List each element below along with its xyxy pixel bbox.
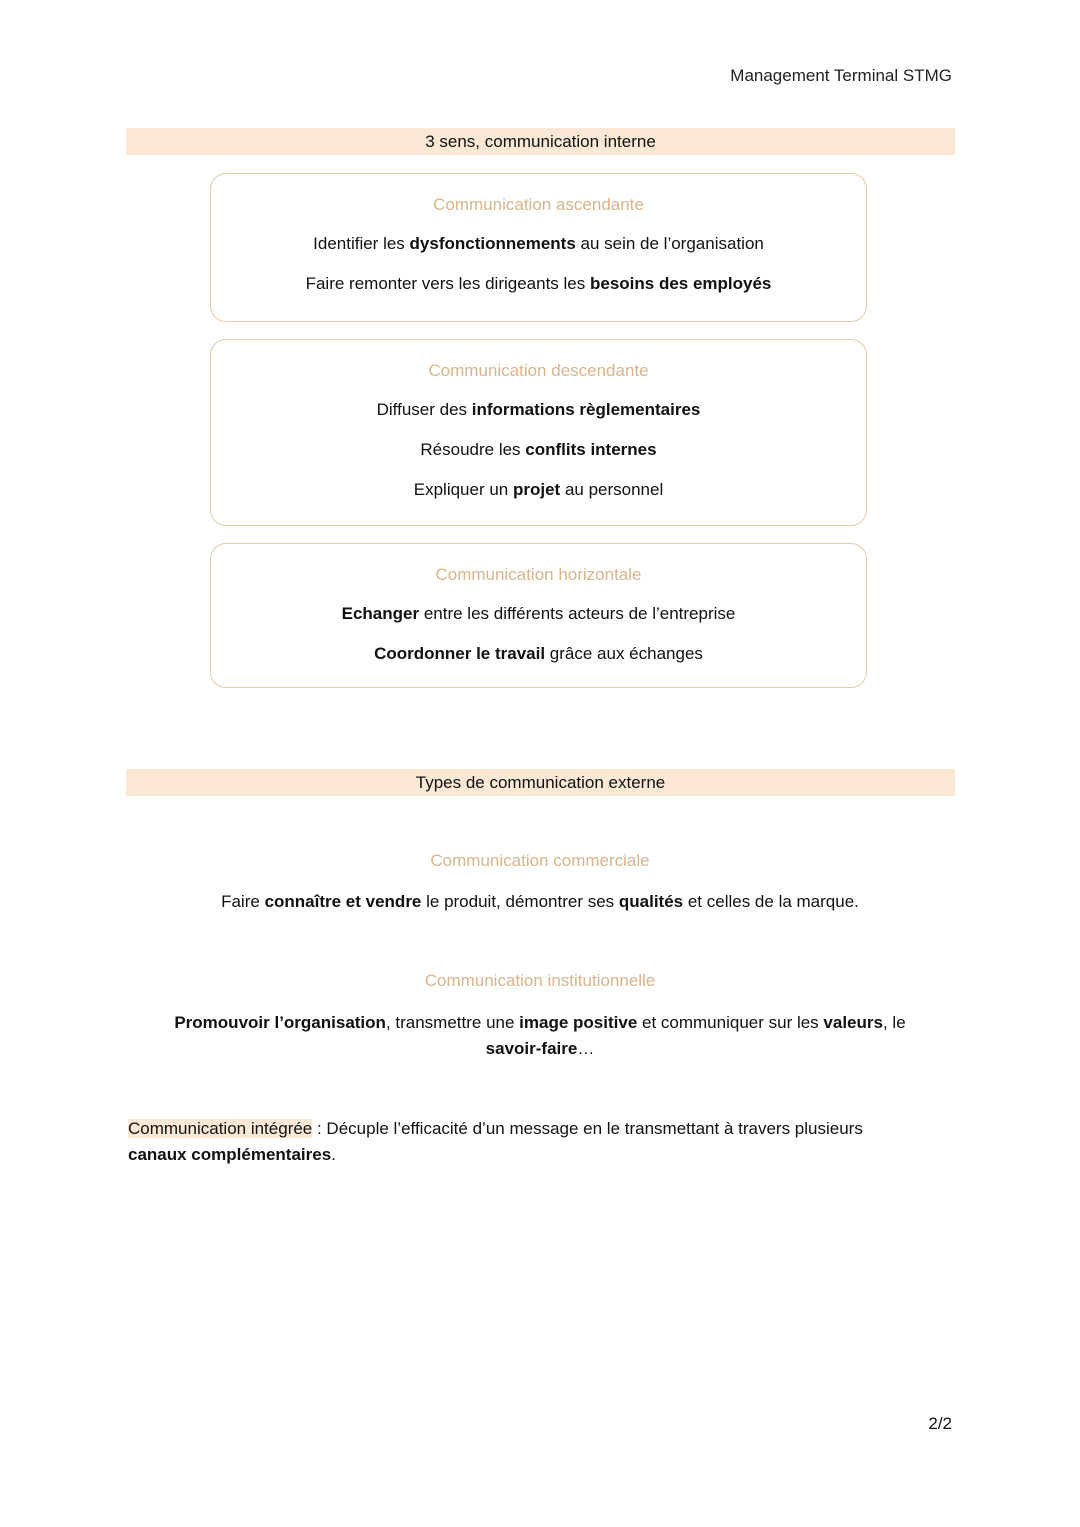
box-title: Communication descendante (428, 361, 649, 380)
box-title: Communication horizontale (435, 565, 642, 584)
integrated-definition: Communication intégrée : Décuple l’efficacité d’un message en le transmettant à travers plusieurs canaux complémentaires. (128, 1119, 863, 1164)
box-ascending (210, 173, 867, 322)
box-horizontal (210, 543, 867, 688)
commercial-title: Communication commerciale (430, 851, 650, 870)
box-line: Coordonner le travail grâce aux échanges (374, 644, 703, 663)
institutional-title: Communication institutionnelle (424, 971, 656, 990)
box-title: Communication ascendante (433, 195, 644, 214)
page-number: 2/2 (928, 1414, 952, 1433)
box-line: Faire remonter vers les dirigeants les besoins des employés (305, 274, 772, 293)
commercial-text: Faire connaître et vendre le produit, démontrer ses qualités et celles de la marque. (221, 892, 859, 911)
box-line: Diffuser des informations règlementaires (376, 400, 701, 419)
integrated-term: Communication intégrée (128, 1119, 313, 1138)
document-header-title: Management Terminal STMG (730, 66, 952, 85)
box-line: Identifier les dysfonctionnements au sein de l’organisation (313, 234, 764, 253)
internal-section-heading: 3 sens, communication interne (126, 128, 955, 155)
external-section-heading: Types de communication externe (126, 769, 955, 796)
box-descending (210, 339, 867, 526)
box-line: Expliquer un projet au personnel (413, 480, 664, 499)
box-line: Résoudre les conflits internes (420, 440, 657, 459)
institutional-text: Promouvoir l’organisation, transmettre une image positive et communiquer sur les valeurs, le savoir-faire… (174, 1013, 906, 1058)
box-line: Echanger entre les différents acteurs de l’entreprise (341, 604, 736, 623)
